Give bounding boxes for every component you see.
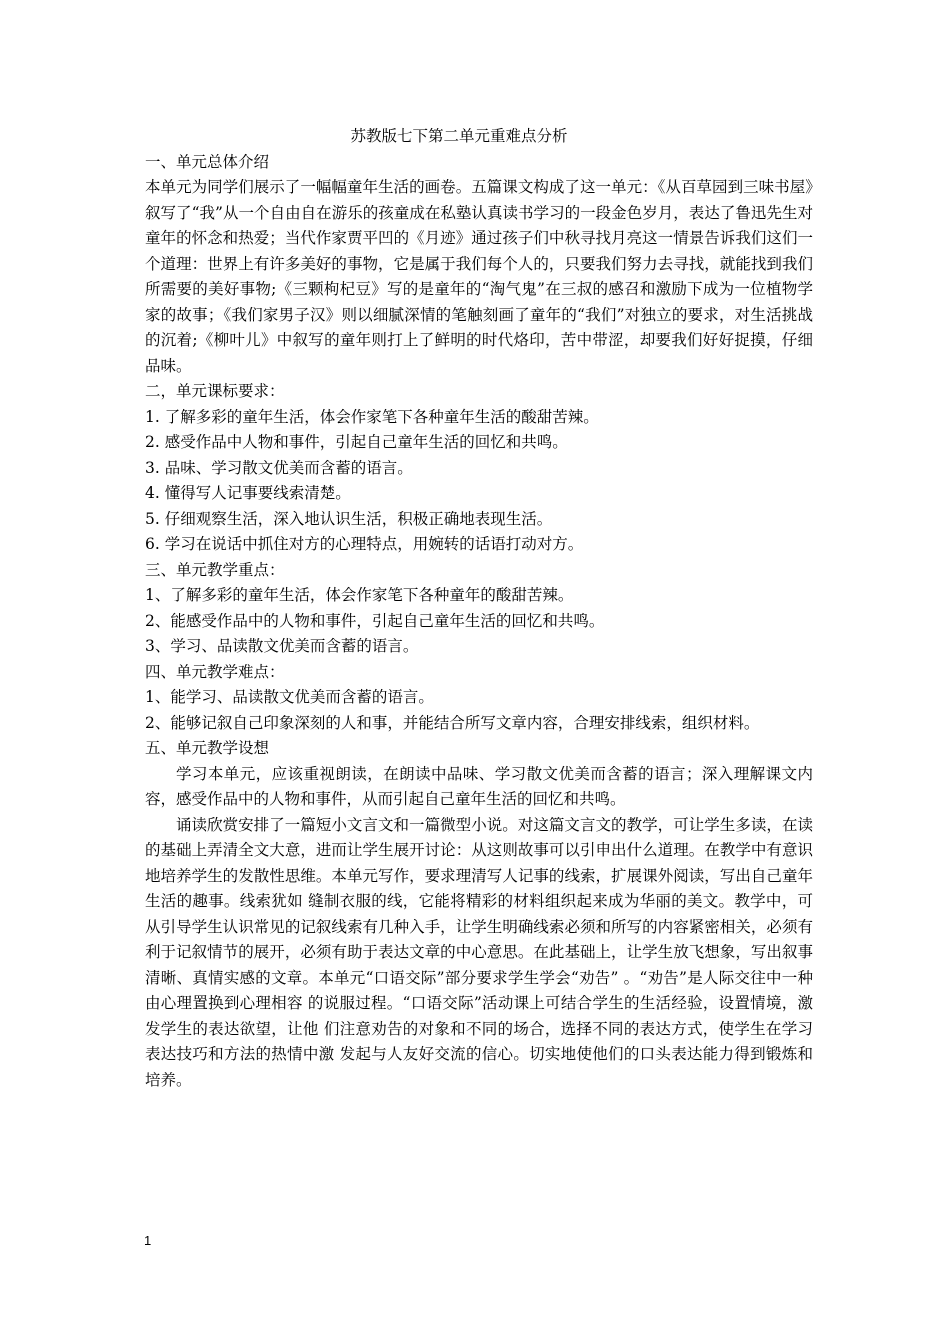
teaching-plan-paragraph-2: 诵读欣赏安排了一篇短小文言文和一篇微型小说。对这篇文言文的教学，可让学生多读，在读的基础上弄清全文大意，进而让学生展开讨论：从这则故事可以引申出什么道理。在教学中有意识地培养学生的发散性思维。本单元写作，要求理清写人记事的线索，扩展课外阅读，写出自己童年生活的趣事。线索犹如 缝制衣服的线，它能将精彩的材料组织起来成为华丽的美文。教学中，可从引导学生认识常见的记叙线索有几种入手，让学生明确线索必须和所写的内容紧密相关，必须有利于记叙情节的展开，必须有助于表达文章的中心意思。在此基础上，让学生放飞想象，写出叙事清晰、真情实感的文章。本单元“口语交际”部分要求学生学会“劝告” 。“劝告”是人际交往中一种由心理置换到心理相容 的说服过程。“口语交际”活动课上可结合学生的生活经验，设置情境，激发学生的表达欲望，让他 们注意劝告的对象和不同的场合，选择不同的表达方式，使学生在学习表达技巧和方法的热情中激 发起与人友好交流的信心。切实地使他们的口头表达能力得到锻炼和培养。 <box>145 815 813 1089</box>
key-point-item: 2、能感受作品中的人物和事件，引起自己童年生活的回忆和共鸣。 <box>145 611 605 630</box>
section-overview-paragraph: 本单元为同学们展示了一幅幅童年生活的画卷。五篇课文构成了这一单元：《从百草园到三味书屋》叙写了“我”从一个自由自在游乐的孩童成在私塾认真读书学习的一段金色岁月，表达了鲁迅先生对童年的怀念和热爱；当代作家贾平凹的《月迹》通过孩子们中秋寻找月亮这一情景告诉我们这们一个道理：世界上有许多美好的事物，它是属于我们每个人的，只要我们努力去寻找，就能找到我们所需要的美好事物;《三颗枸杞豆》写的是童年的“淘气鬼”在三叔的感召和激励下成为一位植物学家的故事；《我们家男子汉》则以细腻深情的笔触刻画了童年的“我们”对独立的要求，对生活挑战的沉着;《柳叶儿》中叙写的童年则打上了鲜明的时代烙印，苦中带涩，却要我们好好捉摸，仔细品味。 <box>145 178 813 375</box>
section-heading-teaching-plan: 五、单元教学设想 <box>145 739 270 757</box>
curriculum-item: 1. 了解多彩的童年生活，体会作家笔下各种童年生活的酸甜苦辣。 <box>145 407 599 426</box>
curriculum-item: 3. 品味、学习散文优美而含蓄的语言。 <box>145 458 413 477</box>
key-point-item: 3、学习、品读散文优美而含蓄的语言。 <box>145 637 419 655</box>
section-heading-curriculum: 二，单元课标要求： <box>145 382 285 400</box>
curriculum-item: 5. 仔细观察生活，深入地认识生活，积极正确地表现生活。 <box>145 509 553 528</box>
section-heading-overview: 一、单元总体介绍 <box>145 152 270 171</box>
curriculum-item: 2. 感受作品中人物和事件，引起自己童年生活的回忆和共鸣。 <box>145 433 568 451</box>
difficulty-item: 2、能够记叙自己印象深刻的人和事，并能结合所写文章内容，合理安排线索，组织材料。 <box>145 713 760 732</box>
document-body <box>145 124 813 1093</box>
document-title: 苏教版七下第二单元重难点分析 <box>350 127 568 145</box>
teaching-plan-paragraph-1: 学习本单元，应该重视朗读，在朗读中品味、学习散文优美而含蓄的语言；深入理解课文内容，感受作品中的人物和事件，从而引起自己童年生活的回忆和共鸣。 <box>145 764 813 808</box>
section-heading-difficulties: 四、单元教学难点： <box>145 662 285 681</box>
difficulty-item: 1、能学习、品读散文优美而含蓄的语言。 <box>145 688 434 706</box>
key-point-item: 1、了解多彩的童年生活，体会作家笔下各种童年的酸甜苦辣。 <box>145 586 574 604</box>
page-number: 1 <box>144 1233 152 1248</box>
curriculum-item: 4. 懂得写人记事要线索清楚。 <box>145 484 351 502</box>
curriculum-item: 6. 学习在说话中抓住对方的心理特点，用婉转的话语打动对方。 <box>145 535 584 553</box>
section-heading-key-points: 三、单元教学重点： <box>145 560 285 579</box>
